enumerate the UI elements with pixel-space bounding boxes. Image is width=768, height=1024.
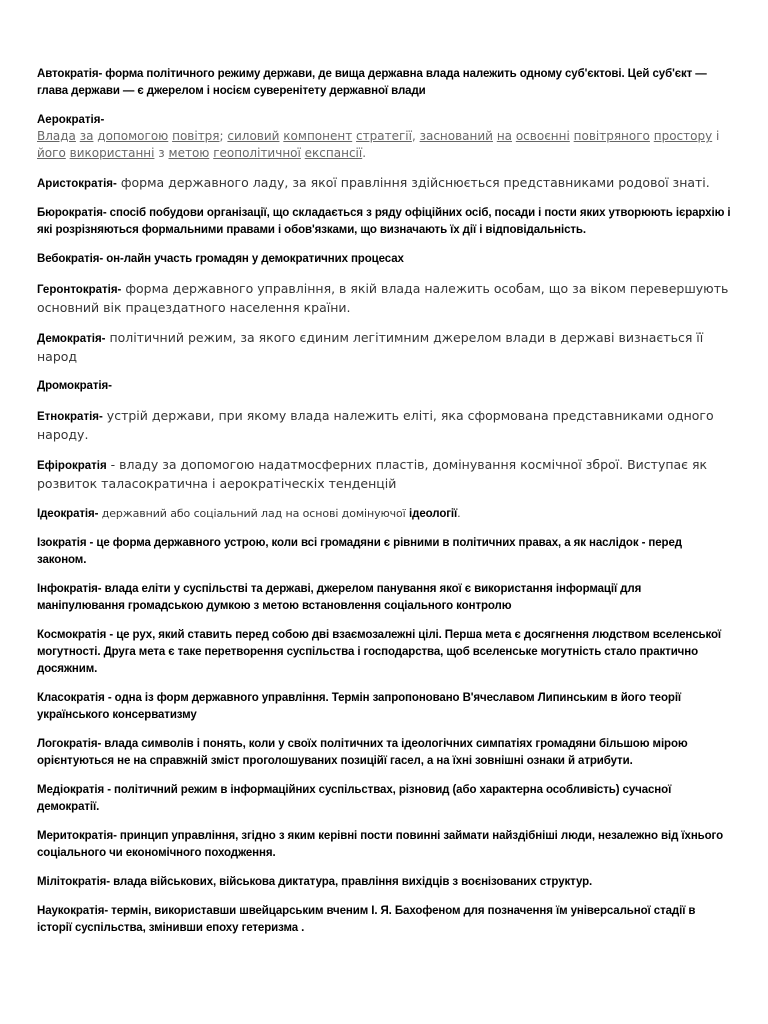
definition-link[interactable]: повітряного xyxy=(573,129,650,143)
entry-definition: форма державного управління, в якій влада належить особам, що за віком перевершують основний вік працездатного населення країни. xyxy=(37,281,729,315)
definition-link[interactable]: Влада xyxy=(37,129,76,143)
entry-definition: форма державного ладу, за якої правління здійснюється представниками родової знаті. xyxy=(116,175,710,190)
entry-definition: державний або соціальний лад на основі домінуючої xyxy=(98,507,410,520)
entry-term: Ефірократія xyxy=(37,460,107,472)
definition-link[interactable]: заснований xyxy=(419,129,493,143)
definition-link[interactable]: метою xyxy=(168,146,210,160)
definition-link[interactable]: його xyxy=(37,146,66,160)
entry-term: Аерократія- xyxy=(37,114,105,126)
definition-link[interactable]: використанні xyxy=(69,146,155,160)
definition-text: ; xyxy=(219,129,224,143)
definition-link[interactable]: стратегії xyxy=(356,129,412,143)
entry-aristokratiia xyxy=(37,174,731,193)
entry-efirokratiia xyxy=(37,456,731,493)
definition-text: , xyxy=(411,129,416,143)
entry-end-punct: . xyxy=(457,507,461,520)
entry-mediokratiia: Медіократія - політичний режим в інформаційних суспільствах, різновид (або характерна особливість) сучасної демократії. xyxy=(37,784,672,813)
entry-meritokratiia: Меритократія- принцип управління, згідно з яким керівні пости повинні займати найздібніші люди, незалежно від їхнього соціального чи економічного походження. xyxy=(37,830,724,859)
entry-term: Ідеократія- xyxy=(37,508,99,520)
entry-militokratiia: Мілітократія- влада військових, військова диктатура, правління вихідців з воєнізованих структур. xyxy=(37,876,593,888)
entry-aerokratiia xyxy=(37,112,731,162)
entry-kosmokratiia: Космократія - це рух, який ставить перед собою дві взаємозалежні цілі. Перша мета є досягнення людством вселенської могутності. Друга мета є таке перетворення суспільства і господарства, щоб вселенське могутність стало практично досяжним. xyxy=(37,629,722,675)
entry-logokratiia: Логократія- влада символів і понять, коли у своїх політичних та ідеологічних симпатіях громадяни більшою мірою орієнтуються не на справжній зміст проголошуваних позиційї гасел, а на їхні зовнішні ознаки й атрибути. xyxy=(37,738,688,767)
definition-text: . xyxy=(362,146,367,160)
entry-avtokratiia: Автократія- форма політичного режиму держави, де вища державна влада належить одному суб'єктові. Цей суб'єкт — глава держави — є джерелом і носієм суверенітету державної влади xyxy=(37,68,707,97)
entry-infokratiia: Інфократія- влада еліти у суспільстві та державі, джерелом панування якої є використання інформації для маніпулювання громадською думкою з метою встановлення соціального контролю xyxy=(37,583,642,612)
entry-izokratiia: Ізократія - це форма державного устрою, коли всі громадяни є рівними в політичних правах, а як наслідок - перед законом. xyxy=(37,537,682,566)
definition-link[interactable]: на xyxy=(496,129,513,143)
entry-klasokratiia: Класократія - одна із форм державного управління. Термін запропоновано В'ячеславом Липинським в його теорії українського консерватизму xyxy=(37,692,682,721)
definition-link[interactable]: компонент xyxy=(283,129,353,143)
definition-link[interactable]: допомогою xyxy=(97,129,169,143)
entry-gerontokratiia xyxy=(37,280,731,317)
definition-link[interactable]: повітря xyxy=(172,129,220,143)
entry-naukokratiia: Наукократія- термін, використавши швейцарським вченим І. Я. Бахофеном для позначення їм універсальної стадії в історії суспільства, змінивши епоху гетеризма . xyxy=(37,905,696,934)
definition-link[interactable]: простору xyxy=(653,129,713,143)
entry-demokratiia xyxy=(37,329,731,366)
entry-definition: устрій держави, при якому влада належить еліті, яка сформована представниками одного народу. xyxy=(37,408,714,442)
definition-link[interactable]: експансії xyxy=(304,146,363,160)
entry-etnokratiia xyxy=(37,407,731,444)
definition-text: і xyxy=(716,129,720,143)
entry-ideokratiia xyxy=(37,505,731,523)
entry-definition xyxy=(37,128,731,162)
entry-term: Етнократія- xyxy=(37,411,103,423)
definition-link[interactable]: силовий xyxy=(227,129,280,143)
definition-text: з xyxy=(158,146,165,160)
entry-biurokratiia: Бюрократія- спосіб побудови організації, що складається з ряду офіційних осіб, посади і пости яких утворюють ієрархію і які розрізняються формальними правами і обов'язками, що визначають їх дії і відповідальність. xyxy=(37,207,731,236)
entry-term: Аристократія- xyxy=(37,178,117,190)
entry-dromokratiia: Дромократія- xyxy=(37,380,112,392)
definition-link[interactable]: за xyxy=(79,129,94,143)
document-page xyxy=(37,66,731,949)
definition-link[interactable]: освоєнні xyxy=(515,129,570,143)
entry-definition: політичний режим, за якого єдиним легітимним джерелом влади в державі визнається її народ xyxy=(37,330,704,364)
entry-vebokratiia: Вебократія- он-лайн участь громадян у демократичних процесах xyxy=(37,253,404,265)
entry-definition: - владу за допомогою надатмосферних пластів, домінування космічної зброї. Виступає як розвиток таласократична і аерократіческіх тенденцій xyxy=(37,457,708,491)
entry-term: Геронтократія- xyxy=(37,284,122,296)
entry-bold-word: ідеології xyxy=(409,508,458,520)
entry-term: Демократія- xyxy=(37,333,106,345)
definition-link[interactable]: геополітичної xyxy=(213,146,301,160)
